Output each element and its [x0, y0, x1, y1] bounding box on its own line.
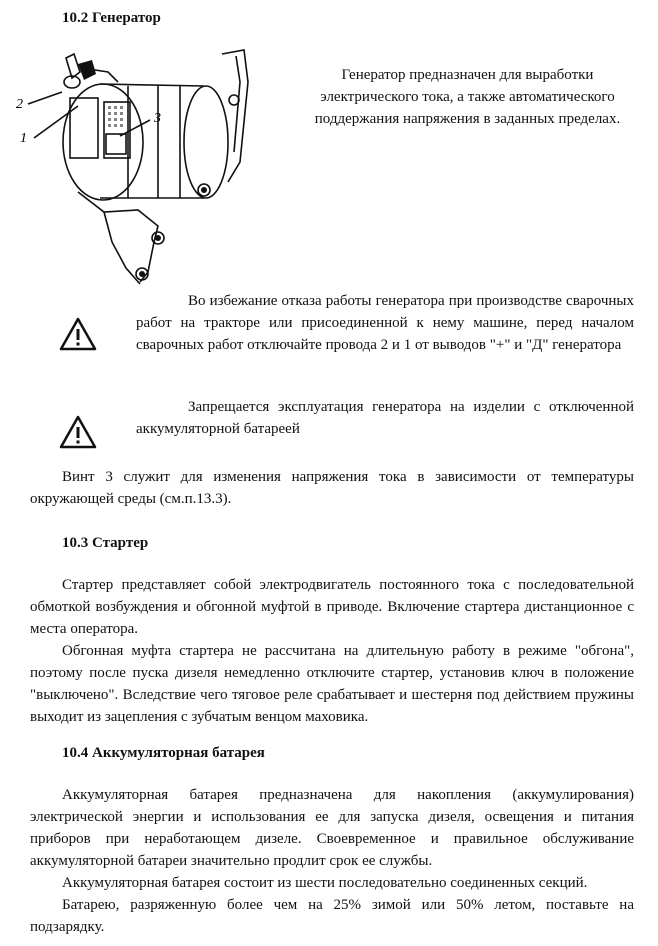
section-heading-starter: 10.3 Стартер — [62, 535, 149, 551]
battery-paragraph-1: Аккумуляторная батарея предназначена для накопления (аккумулирования) электрической энергии и использования ее для запуска дизеля, освещения и питания приборов при неработающем дизеле. Своевременное и правильное обслуживание аккумуляторной батареи значительно продлит срок ее службы. — [30, 787, 634, 869]
starter-paragraph-2: Обгонная муфта стартера не рассчитана на длительную работу в режиме "обгона", поэтому после пуска дизеля немедленно отключите стартер, установив ключ в положение "выключено". Вследствие чего тяговое реле срабатывает и шестерня под действием пружины выходит из зацепления с зубчатым венцом маховика. — [30, 643, 634, 725]
section-heading-battery: 10.4 Аккумуляторная батарея — [62, 745, 265, 761]
warning-battery-text: Запрещается эксплуатация генератора на изделии с отключенной аккумуляторной батареей — [136, 399, 634, 437]
starter-paragraph-1: Стартер представляет собой электродвигатель постоянного тока с последовательной обмоткой возбуждения и обгонной муфтой в приводе. Включение стартера дистанционное с места оператора. — [30, 577, 634, 637]
generator-intro: Генератор предназначен для выработки электрического тока, а также автоматического поддержания напряжения в заданных пределах. — [314, 67, 621, 127]
generator-illustration — [8, 42, 258, 292]
battery-paragraph-3: Батарею, разряженную более чем на 25% зимой или 50% летом, поставьте на подзарядку. — [30, 897, 634, 935]
figure-label-2: 2 — [16, 97, 23, 112]
figure-label-3: 3 — [154, 111, 161, 126]
warning-welding-text: Во избежание отказа работы генератора при производстве сварочных работ на тракторе или присоединенной к нему машине, перед началом сварочных работ отключайте провода 2 и 1 от выводов "+" и "Д" генератора — [136, 293, 634, 353]
section-heading-generator: 10.2 Генератор — [62, 10, 161, 26]
figure-label-1: 1 — [20, 131, 27, 146]
battery-paragraph-2: Аккумуляторная батарея состоит из шести последовательно соединенных секций. — [62, 875, 588, 891]
screw-note: Винт 3 служит для изменения напряжения тока в зависимости от температуры окружающей среды (см.п.13.3). — [30, 469, 634, 507]
warning-triangle-icon — [58, 316, 98, 352]
warning-triangle-icon — [58, 414, 98, 450]
